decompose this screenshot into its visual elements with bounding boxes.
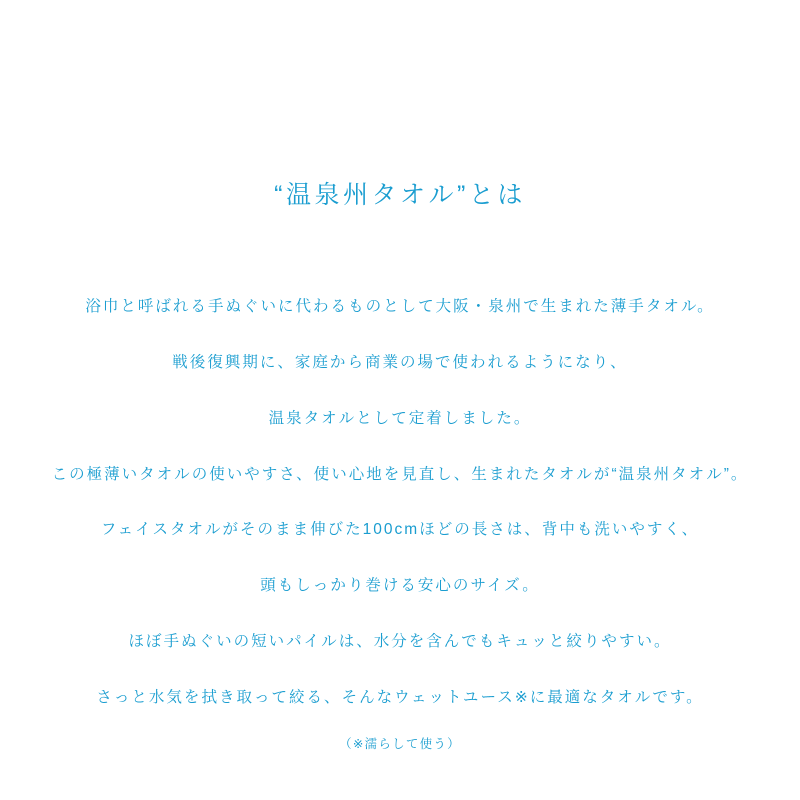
paragraph-line-7: ほぼ手ぬぐいの短いパイルは、水分を含んでもキュッと絞りやすい。 [128,633,672,651]
paragraph-line-5: フェイスタオルがそのまま伸びた100cmほどの長さは、背中も洗いやすく、 [100,521,700,539]
paragraph-line-6: 頭もしっかり巻ける安心のサイズ。 [260,577,540,595]
footnote: （※濡らして使う） [339,736,461,751]
paragraph-line-8: さっと水気を拭き取って絞る、そんなウェットユース※に最適なタオルです。 [96,688,704,706]
page-title: “温泉州タオル”とは [274,181,526,209]
paragraph-line-3: 温泉タオルとして定着しました。 [268,409,532,427]
body-text-block [20,272,780,764]
paragraph-line-2: 戦後復興期に、家庭から商業の場で使われるようになり、 [172,354,628,372]
paragraph-line-4: この極薄いタオルの使いやすさ、使い心地を見直し、生まれたタオルが“温泉州タオル”。 [51,465,749,483]
paragraph-line-1: 浴巾と呼ばれる手ぬぐいに代わるものとして大阪・泉州で生まれた薄手タオル。 [85,298,715,316]
